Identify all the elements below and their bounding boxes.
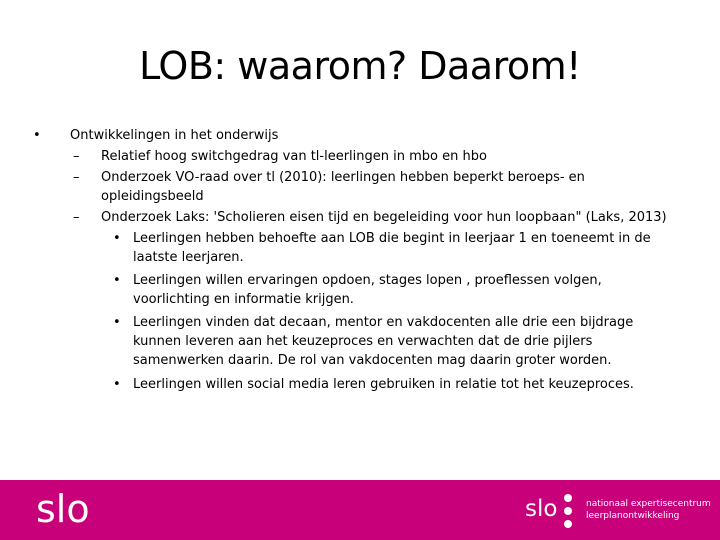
point-text: Leerlingen willen social media leren gebruiken in relatie tot het keuzeproces.: [133, 377, 634, 392]
dash-marker: –: [73, 170, 80, 185]
bullet-text: Ontwikkelingen in het onderwijs: [70, 128, 279, 143]
point-text: Leerlingen vinden dat decaan, mentor en vakdocenten alle drie een bijdrage: [133, 315, 634, 330]
dash-marker: –: [73, 149, 80, 164]
point-text: samenwerken daarin. De rol van vakdocenten mag daarin groter worden.: [133, 353, 612, 368]
dash-marker: –: [73, 210, 80, 225]
point-text: Leerlingen hebben behoefte aan LOB die begint in leerjaar 1 en toeneemt in de: [133, 231, 651, 246]
bullet-marker: •: [113, 315, 121, 330]
slo-logo-left: slo: [36, 487, 90, 531]
point-text: laatste leerjaren.: [133, 250, 244, 265]
tagline-line: nationaal expertisecentrum: [586, 499, 711, 509]
point-text: voorlichting en informatie krijgen.: [133, 292, 354, 307]
sub-bullet-text: opleidingsbeeld: [101, 189, 204, 204]
sub-bullet-text: Relatief hoog switchgedrag van tl-leerlingen in mbo en hbo: [101, 149, 487, 164]
bullet-marker: •: [33, 128, 41, 143]
sub-bullet-text: Onderzoek Laks: 'Scholieren eisen tijd en begeleiding voor hun loopbaan" (Laks, 2013): [101, 210, 667, 225]
slide-title: LOB: waarom? Daarom!: [139, 44, 581, 88]
bullet-marker: •: [113, 231, 121, 246]
bullet-marker: •: [113, 273, 121, 288]
footer-tagline: [586, 498, 711, 522]
point-text: kunnen leveren aan het keuzeproces en verwachten dat de drie pijlers: [133, 334, 593, 349]
slo-logo-right: slo: [525, 496, 558, 522]
footer-bar: [0, 480, 720, 540]
tagline-line: leerplanontwikkeling: [586, 511, 680, 521]
bullet-marker: •: [113, 377, 121, 392]
slo-dots-icon: [564, 494, 574, 530]
point-text: Leerlingen willen ervaringen opdoen, stages lopen , proeflessen volgen,: [133, 273, 602, 288]
sub-bullet-text: Onderzoek VO-raad over tl (2010): leerlingen hebben beperkt beroeps- en: [101, 170, 585, 185]
